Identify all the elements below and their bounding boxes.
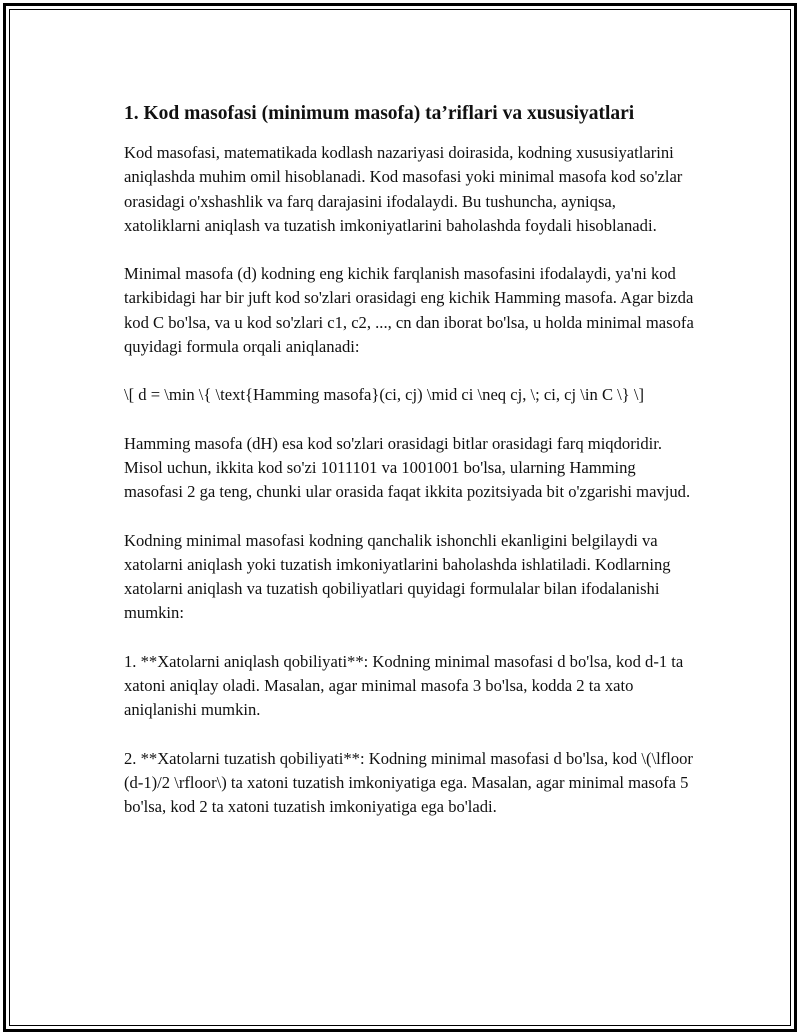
paragraph-minimal-distance: Minimal masofa (d) kodning eng kichik farqlanish masofasini ifodalaydi, ya'ni kod tarkibidagi har bir juft kod so'zlari orasidagi eng kichik Hamming masofa. Agar bizda kod C bo'lsa, va u kod so'zlari c1, c2, ..., cn dan iborat bo'lsa, u holda minimal masofa quyidagi formula orqali aniqlanadi: [124, 264, 694, 357]
section-heading: 1. Kod masofasi (minimum masofa) ta’riflari va xususiyatlari [124, 103, 635, 124]
formula-minimal-distance: \[ d = \min \{ \text{Hamming masofa}(ci, cj) \mid ci \neq cj, \; ci, cj \in C \} \] [124, 385, 645, 405]
paragraph-intro: Kod masofasi, matematikada kodlash nazariyasi doirasida, kodning xususiyatlarini aniqlashda muhim omil hisoblanadi. Kod masofasi yoki minimal masofa kod so'zlar orasidagi o'xshashlik va farq darajasini ifodalaydi. Bu tushuncha, ayniqsa, xatoliklarni aniqlash va tuzatish imkoniyatlarini baholashda foydali hisoblanadi. [124, 143, 683, 235]
paragraph-reliability: Kodning minimal masofasi kodning qanchalik ishonchli ekanligini belgilaydi va xatolarni aniqlash yoki tuzatish imkoniyatlarini baholashda ishlatiladi. Kodlarning xatolarni aniqlash va tuzatish qobiliyatlari quyidagi formulalar bilan ifodalanishi mumkin: [124, 530, 671, 623]
list-item-error-detection: 1. **Xatolarni aniqlash qobiliyati**: Kodning minimal masofasi d bo'lsa, kod d-1 ta xatoni aniqlay oladi. Masalan, agar minimal masofa 3 bo'lsa, kodda 2 ta xato aniqlanishi mumkin. [124, 651, 684, 720]
paragraph-hamming-distance: Hamming masofa (dH) esa kod so'zlari orasidagi bitlar orasidagi farq miqdoridir. Misol uchun, ikkita kod so'zi 1011101 va 1001001 bo'lsa, ularning Hamming masofasi 2 ga teng, chunki ular orasida faqat ikkita pozitsiyada bit o'zgarishi mavjud. [124, 433, 691, 502]
list-item-error-correction: 2. **Xatolarni tuzatish qobiliyati**: Kodning minimal masofasi d bo'lsa, kod \(\lfloor (d-1)/2 \rfloor\) ta xatoni tuzatish imkoniyatiga ega. Masalan, agar minimal masofa 5 bo'lsa, kod 2 ta xatoni tuzatish imkoniyatiga ega bo'ladi. [124, 748, 693, 817]
document-body [124, 101, 696, 844]
page-border [3, 3, 797, 1032]
